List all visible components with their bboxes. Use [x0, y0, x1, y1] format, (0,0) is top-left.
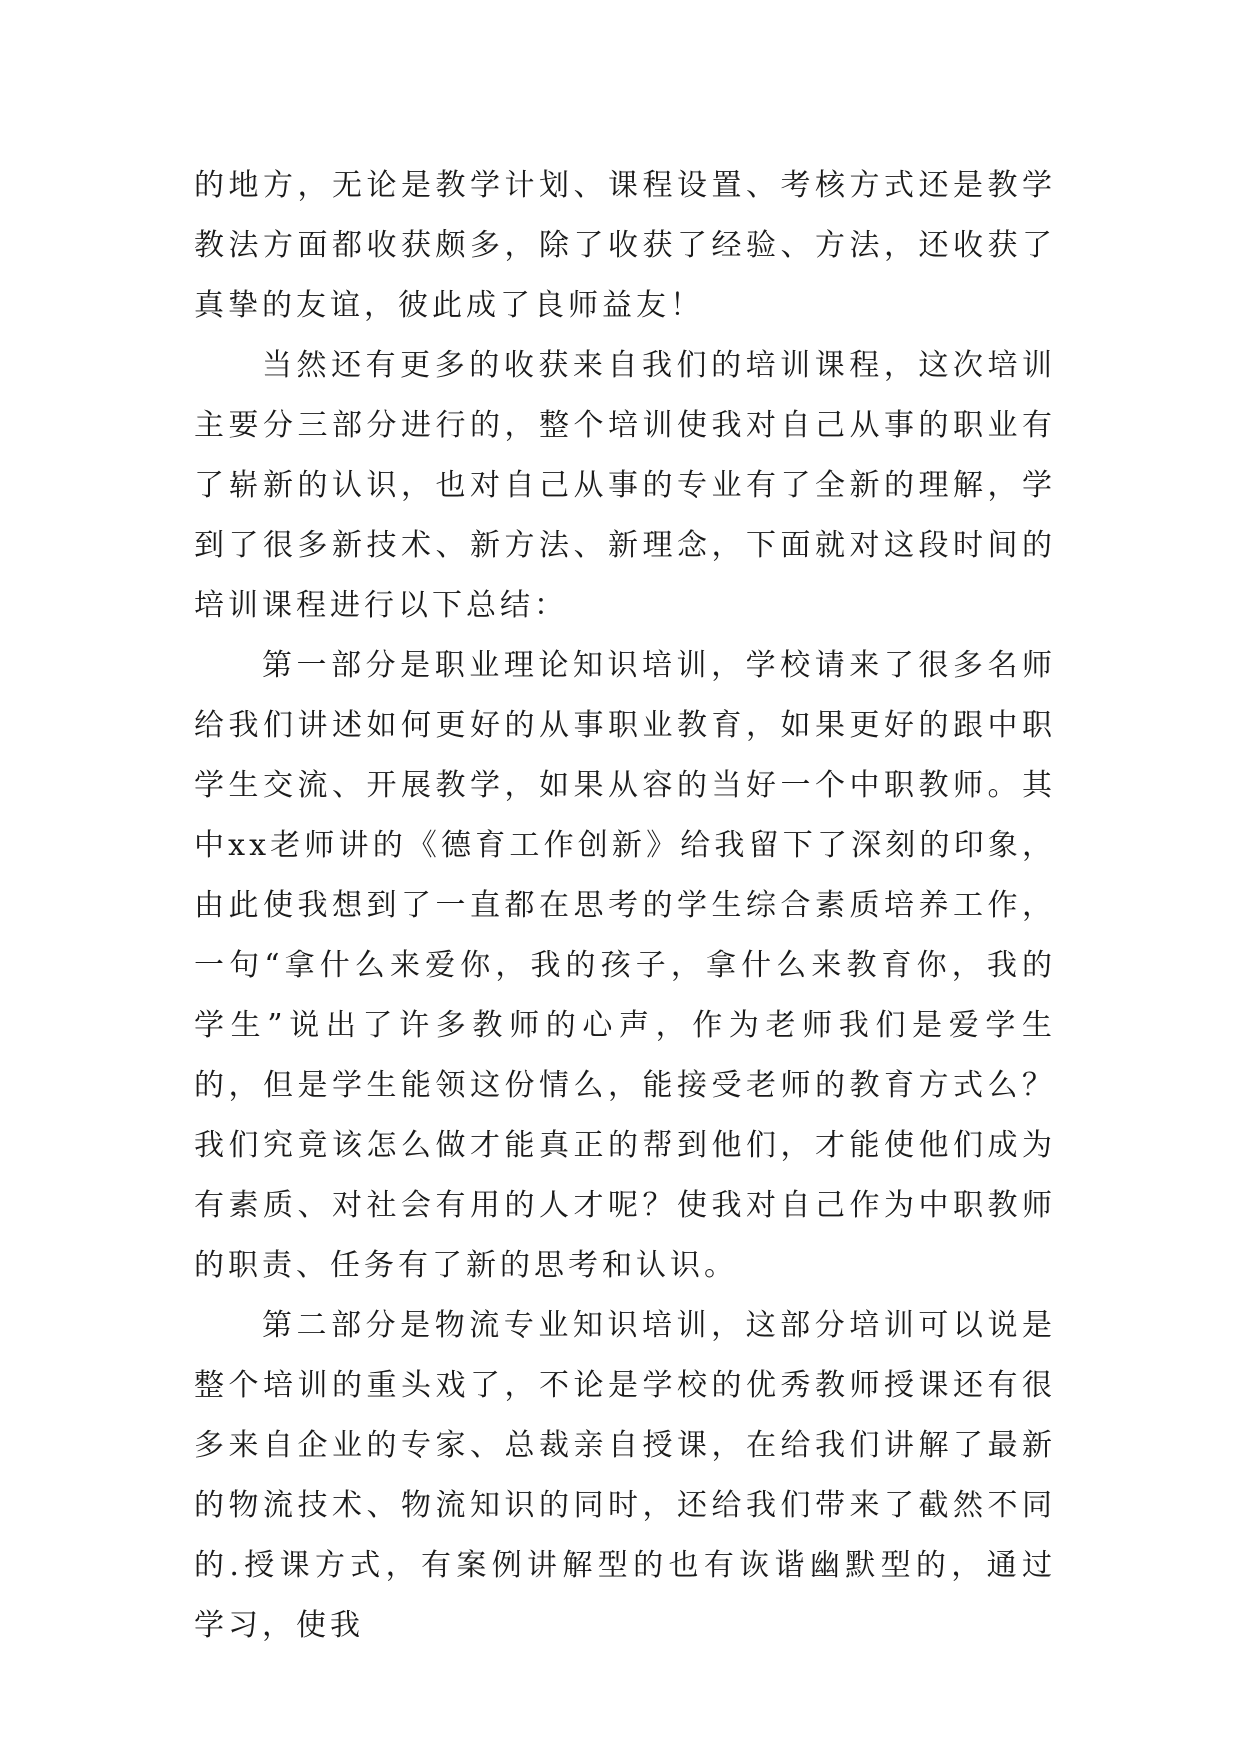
document-body [194, 156, 1056, 1656]
paragraph-3: 第一部分是职业理论知识培训，学校请来了很多名师给我们讲述如何更好的从事职业教育，如果更好的跟中职学生交流、开展教学，如果从容的当好一个中职教师。其中xx老师讲的《德育工作创新》给我留下了深刻的印象，由此使我想到了一直都在思考的学生综合素质培养工作，一句“拿什么来爱你，我的孩子，拿什么来教育你，我的学生”说出了许多教师的心声，作为老师我们是爱学生的，但是学生能领这份情么，能接受老师的教育方式么？我们究竟该怎么做才能真正的帮到他们，才能使他们成为有素质、对社会有用的人才呢？使我对自己作为中职教师的职责、任务有了新的思考和认识。 [194, 648, 1056, 1283]
paragraph-1: 的地方，无论是教学计划、课程设置、考核方式还是教学教法方面都收获颇多，除了收获了经验、方法，还收获了真挚的友谊，彼此成了良师益友！ [194, 168, 1056, 323]
paragraph-4: 第二部分是物流专业知识培训，这部分培训可以说是整个培训的重头戏了，不论是学校的优秀教师授课还有很多来自企业的专家、总裁亲自授课，在给我们讲解了最新的物流技术、物流知识的同时，还给我们带来了截然不同的.授课方式，有案例讲解型的也有诙谐幽默型的，通过学习，使我 [194, 1308, 1056, 1643]
paragraph-2: 当然还有更多的收获来自我们的培训课程，这次培训主要分三部分进行的，整个培训使我对自己从事的职业有了崭新的认识，也对自己从事的专业有了全新的理解，学到了很多新技术、新方法、新理念，下面就对这段时间的培训课程进行以下总结： [194, 348, 1056, 623]
